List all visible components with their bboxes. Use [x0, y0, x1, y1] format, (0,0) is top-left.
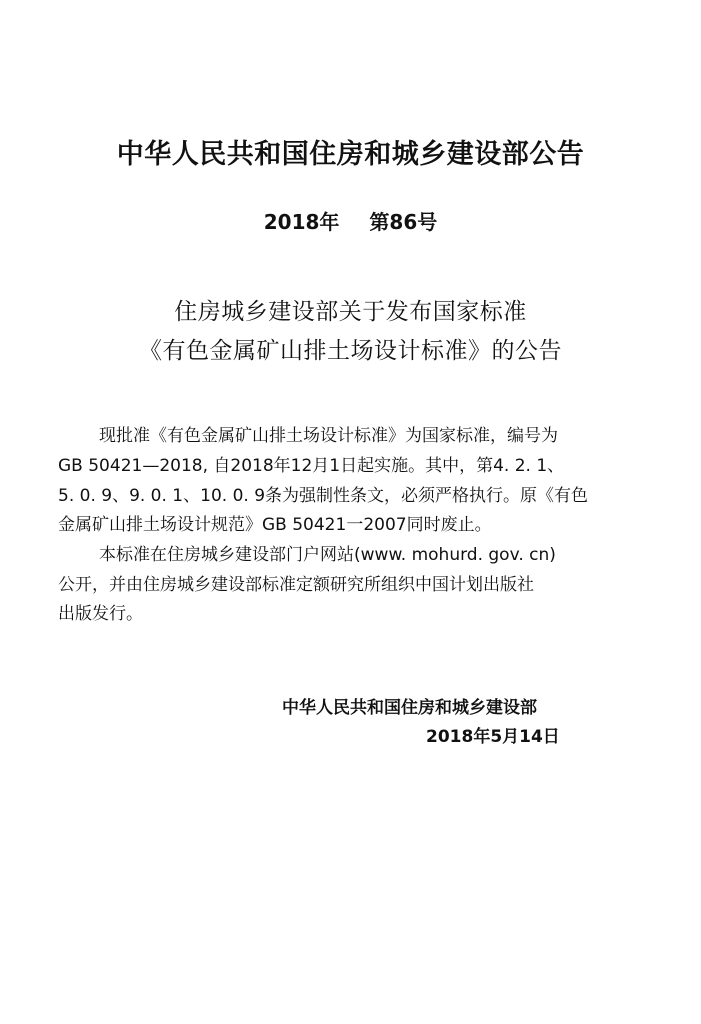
announcement-no: 第86号 [369, 210, 438, 234]
body-paragraph-line: 5. 0. 9、9. 0. 1、10. 0. 9条为强制性条文，必须严格执行。原《有色 [58, 486, 589, 506]
subtitle-line-2: 《有色金属矿山排土场设计标准》的公告 [139, 338, 562, 364]
body-paragraph-line: 公开，并由住房城乡建设部标准定额研究所组织中国计划出版社 [58, 575, 534, 595]
announcement-number [0, 206, 701, 235]
subtitle-line-1: 住房城乡建设部关于发布国家标准 [174, 299, 527, 325]
body-paragraph-line: 出版发行。 [58, 604, 143, 624]
body-paragraph-line: 本标准在住房城乡建设部门户网站(www. mohurd. gov. cn) [99, 545, 556, 565]
signature-date: 2018年5月14日 [426, 727, 560, 747]
announcement-title: 中华人民共和国住房和城乡建设部公告 [116, 139, 585, 170]
signature-organization: 中华人民共和国住房和城乡建设部 [282, 698, 537, 718]
body-paragraph-line: GB 50421—2018, 自2018年12月1日起实施。其中，第4. 2. 1、 [58, 456, 565, 476]
body-paragraph-line: 现批准《有色金属矿山排土场设计标准》为国家标准，编号为 [99, 426, 558, 446]
announcement-year: 2018年 [263, 210, 340, 234]
body-paragraph-line: 金属矿山排土场设计规范》GB 50421一2007同时废止。 [58, 515, 492, 535]
